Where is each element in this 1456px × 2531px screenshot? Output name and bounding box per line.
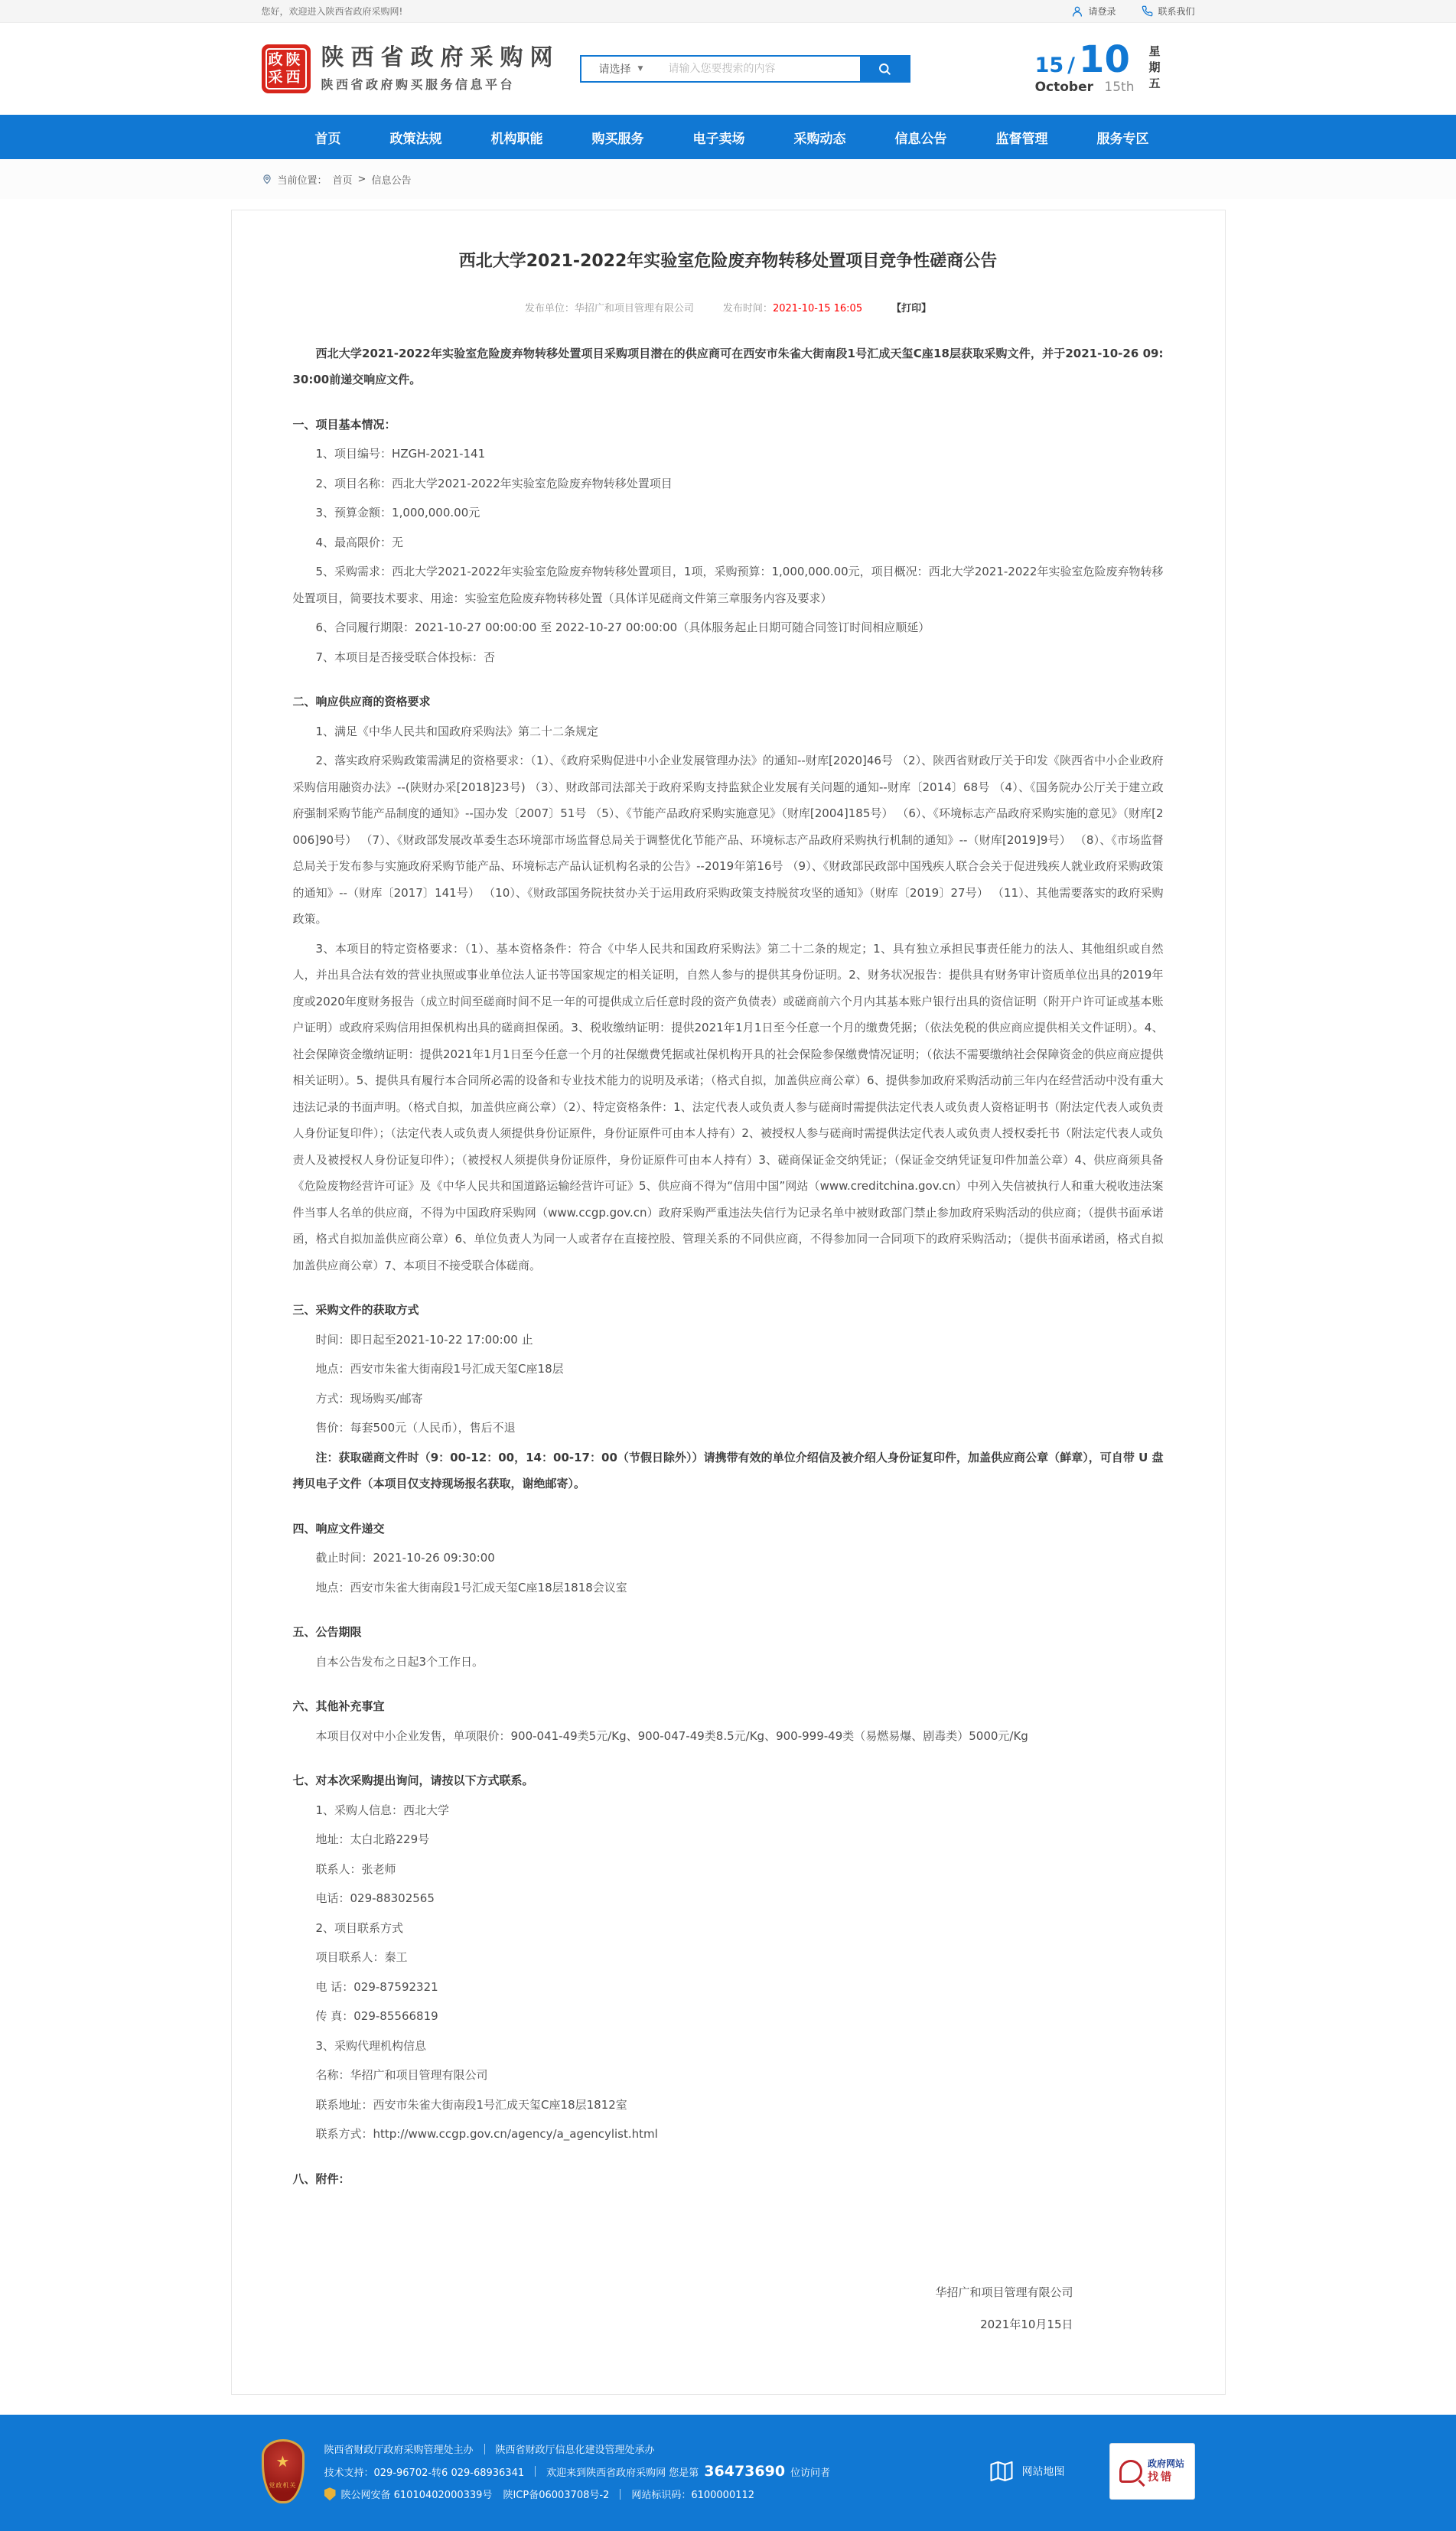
error-report-link[interactable] bbox=[1109, 2443, 1195, 2500]
section-paragraph: 电 话：029-87592321 bbox=[315, 1979, 438, 1994]
article-intro: 西北大学2021-2022年实验室危险废弃物转移处置项目采购项目潜在的供应商可在西安市朱雀大街南段1号汇成天玺C座18层获取采购文件，并于2021-10-26 09:30:00前递交响应文件。 bbox=[292, 346, 1164, 387]
section-paragraph: 1、项目编号：HZGH-2021-141 bbox=[315, 447, 486, 461]
section-paragraph: 3、采购代理机构信息 bbox=[315, 2038, 427, 2053]
search-bar bbox=[580, 55, 910, 83]
footer-co-organizer: 陕西省财政厅信息化建设管理处承办 bbox=[495, 2445, 655, 2457]
article-sections bbox=[293, 412, 1164, 2193]
section-heading: 四、响应文件递交 bbox=[292, 1521, 385, 1536]
section-paragraph: 联系地址：西安市朱雀大街南段1号汇成天玺C座18层1812室 bbox=[315, 2097, 627, 2112]
section-paragraph: 地点：西安市朱雀大街南段1号汇成天玺C座18层 bbox=[315, 1362, 564, 1376]
government-emblem-icon bbox=[262, 2439, 305, 2503]
article-section bbox=[293, 689, 1164, 1279]
section-heading: 八、附件： bbox=[292, 2171, 350, 2186]
welcome-text: 您好，欢迎进入陕西省政府采购网! bbox=[261, 6, 403, 17]
footer-tech-support: 技术支持：029-96702-转6 029-68936341 bbox=[324, 2467, 525, 2479]
logo-row2: 采西 bbox=[268, 69, 304, 86]
section-paragraph: 2、项目名称：西北大学2021-2022年实验室危险废弃物转移处置项目 bbox=[315, 476, 673, 490]
sitemap-map-icon bbox=[988, 2458, 1015, 2485]
date-weekday: 星期五 bbox=[1147, 44, 1161, 93]
login-label: 请登录 bbox=[1088, 6, 1116, 17]
sitemap-link[interactable] bbox=[988, 2458, 1065, 2485]
article-section bbox=[293, 1693, 1164, 1749]
login-link[interactable] bbox=[1071, 5, 1116, 18]
article-section bbox=[293, 1297, 1164, 1497]
section-paragraph: 名称：华招广和项目管理有限公司 bbox=[315, 2068, 488, 2083]
section-paragraph: 3、本项目的特定资格要求：（1）、基本资格条件：符合《中华人民共和国政府采购法》第二十二条的规定；1、具有独立承担民事责任能力的法人、其他组织或自然人，并出具合法有效的营业执照或事业单位法人证书等国家规定的相关证明，自然人参与的提供其身份证明。2、财务状况报告：提供具有财务审计资质单位出具的2019年度或2020年度财务报告（成立时间至磋商时间不足一年的可提供成立后任意时段的资产负债表）或磋商前六个月内其基本账户银行出具的资信证明（附开户许可证或基本账户证明）或政府采购信用担保机构出具的磋商担保函。3、税收缴纳证明：提供2021年1月1日至今任意一个月的缴费凭据；（依法免税的供应商应提供相关文件证明）。4、社会保障资金缴纳证明：提供2021年1月1日至今任意一个月的社保缴费凭据或社保机构开具的社会保险参保缴费情况证明；（依法不需要缴纳社会保障资金的供应商应提供相关证明）。5、提供具有履行本合同所必需的设备和专业技术能力的说明及承诺；（格式自拟，加盖供应商公章）6、提供参加政府采购活动前三年内在经营活动中没有重大违法记录的书面声明。（格式自拟，加盖供应商公章）（2）、特定资格条件：1、法定代表人或负责人参与磋商时需提供法定代表人或负责人资格证明书（附法定代表人或负责人身份证复印件）；（法定代表人或负责人须提供身份证原件，身份证原件可由本人持有）2、被授权人参与磋商时需提供法定代表人或负责人授权委托书（附法定代表人或负责人及被授权人身份证复印件）；（被授权人须提供身份证原件，身份证原件可由本人持有）3、磋商保证金交纳凭证；（保证金交纳凭证复印件加盖公章）4、供应商须具备《危险废物经营许可证》及《中华人民共和国道路运输经营许可证》5、供应商不得为“信用中国”网站（www.creditchina.gov.cn）中列入失信被执行人和重大税收违法案件当事人名单的供应商，不得为中国政府采购网（www.ccgp.gov.cn）政府采购严重违法失信行为记录名单中被财政部门禁止参加政府采购活动的供应商；（提供书面承诺函，格式自拟加盖供应商公章）6、单位负责人为同一人或者存在直接控股、管理关系的不同供应商，不得参加同一合同项下的政府采购活动；（提供书面承诺函，格式自拟加盖供应商公章）7、本项目不接受联合体磋商。 bbox=[292, 941, 1164, 1272]
section-paragraph: 4、最高限价：无 bbox=[315, 535, 404, 549]
article-body bbox=[293, 340, 1164, 2341]
error-report-magnifier-icon bbox=[1119, 2460, 1142, 2483]
main-nav bbox=[0, 115, 1456, 159]
logo-row1: 政陕 bbox=[268, 51, 304, 68]
emblem-star-icon: ★ bbox=[275, 2451, 290, 2471]
emblem-label: 党政机关 bbox=[269, 2481, 297, 2489]
nav-item[interactable]: 信息公告 bbox=[894, 131, 947, 147]
publish-time-value: 2021-10-15 16:05 bbox=[772, 302, 863, 314]
site-subtitle: 陕西省政府购买服务信息平台 bbox=[321, 77, 516, 92]
section-paragraph: 6、合同履行期限：2021-10-27 00:00:00 至 2022-10-27 00:00:00（具体服务起止日期可随合同签订时间相应顺延） bbox=[315, 621, 930, 635]
date-widget bbox=[1034, 38, 1195, 95]
section-paragraph: 1、采购人信息：西北大学 bbox=[315, 1803, 450, 1817]
section-paragraph: 时间：即日起至2021-10-22 17:00:00 止 bbox=[315, 1332, 533, 1347]
footer-line-1 bbox=[324, 2441, 831, 2456]
section-heading: 五、公告期限 bbox=[292, 1625, 362, 1640]
breadcrumb-prefix: 当前位置： bbox=[277, 174, 327, 187]
footer bbox=[0, 2415, 1456, 2531]
publisher-label: 发布单位： bbox=[524, 302, 575, 314]
site-logo-icon bbox=[262, 44, 311, 93]
article-section bbox=[293, 2166, 1164, 2193]
footer-visitor-post: 位访问者 bbox=[790, 2467, 831, 2479]
footer-organizer: 陕西省财政厅政府采购管理处主办 bbox=[324, 2445, 474, 2457]
police-badge-icon bbox=[324, 2487, 336, 2500]
article-meta bbox=[293, 300, 1164, 314]
section-heading: 一、项目基本情况： bbox=[292, 417, 396, 432]
section-paragraph: 自本公告发布之日起3个工作日。 bbox=[315, 1654, 484, 1669]
site-brand[interactable] bbox=[262, 44, 560, 93]
breadcrumb-bar bbox=[0, 159, 1456, 199]
section-heading: 六、其他补充事宜 bbox=[292, 1699, 385, 1714]
breadcrumb-current[interactable]: 信息公告 bbox=[371, 174, 412, 187]
section-heading: 三、采购文件的获取方式 bbox=[292, 1303, 419, 1318]
search-category-select[interactable] bbox=[581, 57, 661, 81]
error-report-line1: 政府网站 bbox=[1147, 2458, 1184, 2470]
section-paragraph: 售价：每套500元（人民币），售后不退 bbox=[315, 1421, 516, 1435]
article-section bbox=[293, 1516, 1164, 1601]
section-paragraph: 地点：西安市朱雀大街南段1号汇成天玺C座18层1818会议室 bbox=[315, 1580, 627, 1594]
nav-item[interactable]: 监督管理 bbox=[995, 131, 1048, 147]
site-header bbox=[0, 23, 1456, 115]
breadcrumb bbox=[262, 159, 1195, 199]
date-month: 10 bbox=[1079, 38, 1130, 82]
breadcrumb-separator: > bbox=[357, 173, 366, 185]
signature-org: 华招广和项目管理有限公司 bbox=[935, 2285, 1073, 2300]
footer-visitor-pre: 欢迎来到陕西省政府采购网 您是第 bbox=[546, 2467, 699, 2479]
nav-item[interactable]: 机构职能 bbox=[490, 131, 543, 147]
section-paragraph: 电话：029-88302565 bbox=[315, 1891, 435, 1906]
contact-link[interactable] bbox=[1142, 5, 1194, 18]
footer-psb-record[interactable]: 陕公网安备 61010402000339号 bbox=[340, 2490, 493, 2502]
nav-item[interactable]: 购买服务 bbox=[591, 131, 644, 147]
section-paragraph: 2、落实政府采购政策需满足的资格要求：（1）、《政府采购促进中小企业发展管理办法》的通知--财库[2020]46号 （2）、陕西省财政厅关于印发《陕西省中小企业政府采购信用融资办法》--(陕财办采[2018]23号) （3）、财政部司法部关于政府采购支持监狱企业发展有关问题的通知--财库〔2014〕68号 （4）、《国务院办公厅关于建立政府强制采购节能产品制度的通知》--国办发〔2007〕51号 （5）、《节能产品政府采购实施意见》（财库[2004]185号） （6）、《环境标志产品政府采购实施的意见》（财库[2006]90号） （7）、《财政部发展改革委生态环境部市场监督总局关于调整优化节能产品、环境标志产品政府采购执行机制的通知》--（财库[2019]9号） （8）、《市场监督总局关于发布参与实施政府采购节能产品、环境标志产品认证机构名录的公告》--2019年第16号 （9）、《财政部民政部中国残疾人联合会关于促进残疾人就业政府采购政策的通知》--（财库〔2017〕141号） （10）、《财政部国务院扶贫办关于运用政府采购政策支持脱贫攻坚的通知》（财库〔2019〕27号） （11）、其他需要落实的政府采购政策。 bbox=[292, 754, 1164, 927]
signature-date: 2021年10月15日 bbox=[980, 2318, 1073, 2332]
section-paragraph: 2、项目联系方式 bbox=[315, 1920, 404, 1935]
date-separator: / bbox=[1067, 54, 1076, 78]
footer-text bbox=[324, 2435, 831, 2508]
sitemap-label: 网站地图 bbox=[1021, 2466, 1065, 2479]
section-paragraph: 注：获取磋商文件时（9：00-12：00，14：00-17：00（节假日除外））请携带有效的单位介绍信及被介绍人身份证复印件，加盖供应商公章（鲜章），可自带 U 盘拷贝电子文件（本项目仅支持现场报名获取，谢绝邮寄）。 bbox=[292, 1450, 1164, 1491]
nav-item[interactable]: 电子卖场 bbox=[692, 131, 745, 147]
phone-icon bbox=[1142, 5, 1153, 17]
section-paragraph: 1、满足《中华人民共和国政府采购法》第二十二条规定 bbox=[315, 724, 599, 738]
section-paragraph: 截止时间：2021-10-26 09:30:00 bbox=[315, 1551, 495, 1565]
article-section bbox=[293, 1619, 1164, 1675]
page-title: 西北大学2021-2022年实验室危险废弃物转移处置项目竞争性磋商公告 bbox=[458, 252, 998, 271]
section-paragraph: 本项目仅对中小企业发售，单项限价：900-041-49类5元/Kg、900-047-49类8.5元/Kg、900-999-49类（易燃易爆、剧毒类）5000元/Kg bbox=[315, 1728, 1028, 1743]
footer-divider bbox=[620, 2489, 621, 2500]
publish-time-label: 发布时间： bbox=[722, 302, 773, 314]
nav-item[interactable]: 服务专区 bbox=[1096, 131, 1149, 147]
footer-divider bbox=[484, 2444, 485, 2454]
footer-right bbox=[988, 2443, 1195, 2500]
article-section bbox=[293, 1767, 1164, 2148]
article-section bbox=[293, 412, 1164, 671]
footer-divider bbox=[535, 2466, 536, 2477]
nav-item[interactable]: 采购动态 bbox=[793, 131, 846, 147]
contact-label: 联系我们 bbox=[1158, 6, 1195, 17]
search-icon bbox=[878, 62, 891, 76]
section-heading: 二、响应供应商的资格要求 bbox=[292, 695, 431, 709]
date-day-en: 15th bbox=[1104, 79, 1135, 95]
section-paragraph: 方式：现场购买/邮寄 bbox=[315, 1391, 423, 1406]
error-report-line2: 找错 bbox=[1147, 2471, 1174, 2484]
signature-block bbox=[293, 2276, 1164, 2340]
footer-line-3 bbox=[324, 2487, 831, 2501]
search-category-label: 请选择 bbox=[598, 64, 631, 76]
article-card bbox=[231, 210, 1226, 2395]
user-icon bbox=[1071, 5, 1083, 18]
breadcrumb-home[interactable]: 首页 bbox=[332, 174, 353, 187]
location-pin-icon bbox=[262, 174, 272, 184]
nav-item[interactable]: 政策法规 bbox=[389, 131, 442, 147]
section-paragraph: 7、本项目是否接受联合体投标：否 bbox=[315, 650, 496, 664]
footer-icp-record[interactable]: 陕ICP备06003708号-2 bbox=[503, 2490, 610, 2502]
site-title: 陕西省政府采购网 bbox=[321, 44, 560, 72]
chevron-down-icon: ▼ bbox=[637, 65, 643, 73]
topbar bbox=[0, 0, 1456, 23]
section-paragraph: 联系人：张老师 bbox=[315, 1862, 396, 1876]
section-paragraph: 传 真：029-85566819 bbox=[315, 2009, 438, 2024]
section-paragraph: 项目联系人：秦工 bbox=[315, 1950, 408, 1965]
date-day: 15 bbox=[1034, 54, 1064, 78]
section-paragraph: 5、采购需求：西北大学2021-2022年实验室危险废弃物转移处置项目，1项，采购预算：1,000,000.00元，项目概况：西北大学2021-2022年实验室危险废弃物转移处置项目，简要技术要求、用途：实验室危险废弃物转移处置（具体详见磋商文件第三章服务内容及要求） bbox=[292, 565, 1164, 605]
footer-site-id: 网站标识码：6100000112 bbox=[631, 2490, 755, 2502]
print-button[interactable]: 【打印】 bbox=[891, 302, 932, 314]
publisher-value: 华招广和项目管理有限公司 bbox=[574, 302, 694, 314]
nav-item[interactable]: 首页 bbox=[314, 131, 341, 147]
date-month-en: October bbox=[1034, 79, 1094, 95]
section-heading: 七、对本次采购提出询问，请按以下方式联系。 bbox=[292, 1774, 534, 1788]
footer-line-2 bbox=[324, 2463, 831, 2480]
section-paragraph: 联系方式：http://www.ccgp.gov.cn/agency/a_agencylist.html bbox=[315, 2127, 658, 2142]
search-button[interactable] bbox=[860, 57, 909, 81]
visitor-count: 36473690 bbox=[704, 2463, 786, 2481]
section-paragraph: 地址：太白北路229号 bbox=[315, 1832, 430, 1847]
section-paragraph: 3、预算金额：1,000,000.00元 bbox=[315, 506, 480, 520]
search-input[interactable] bbox=[661, 57, 860, 81]
